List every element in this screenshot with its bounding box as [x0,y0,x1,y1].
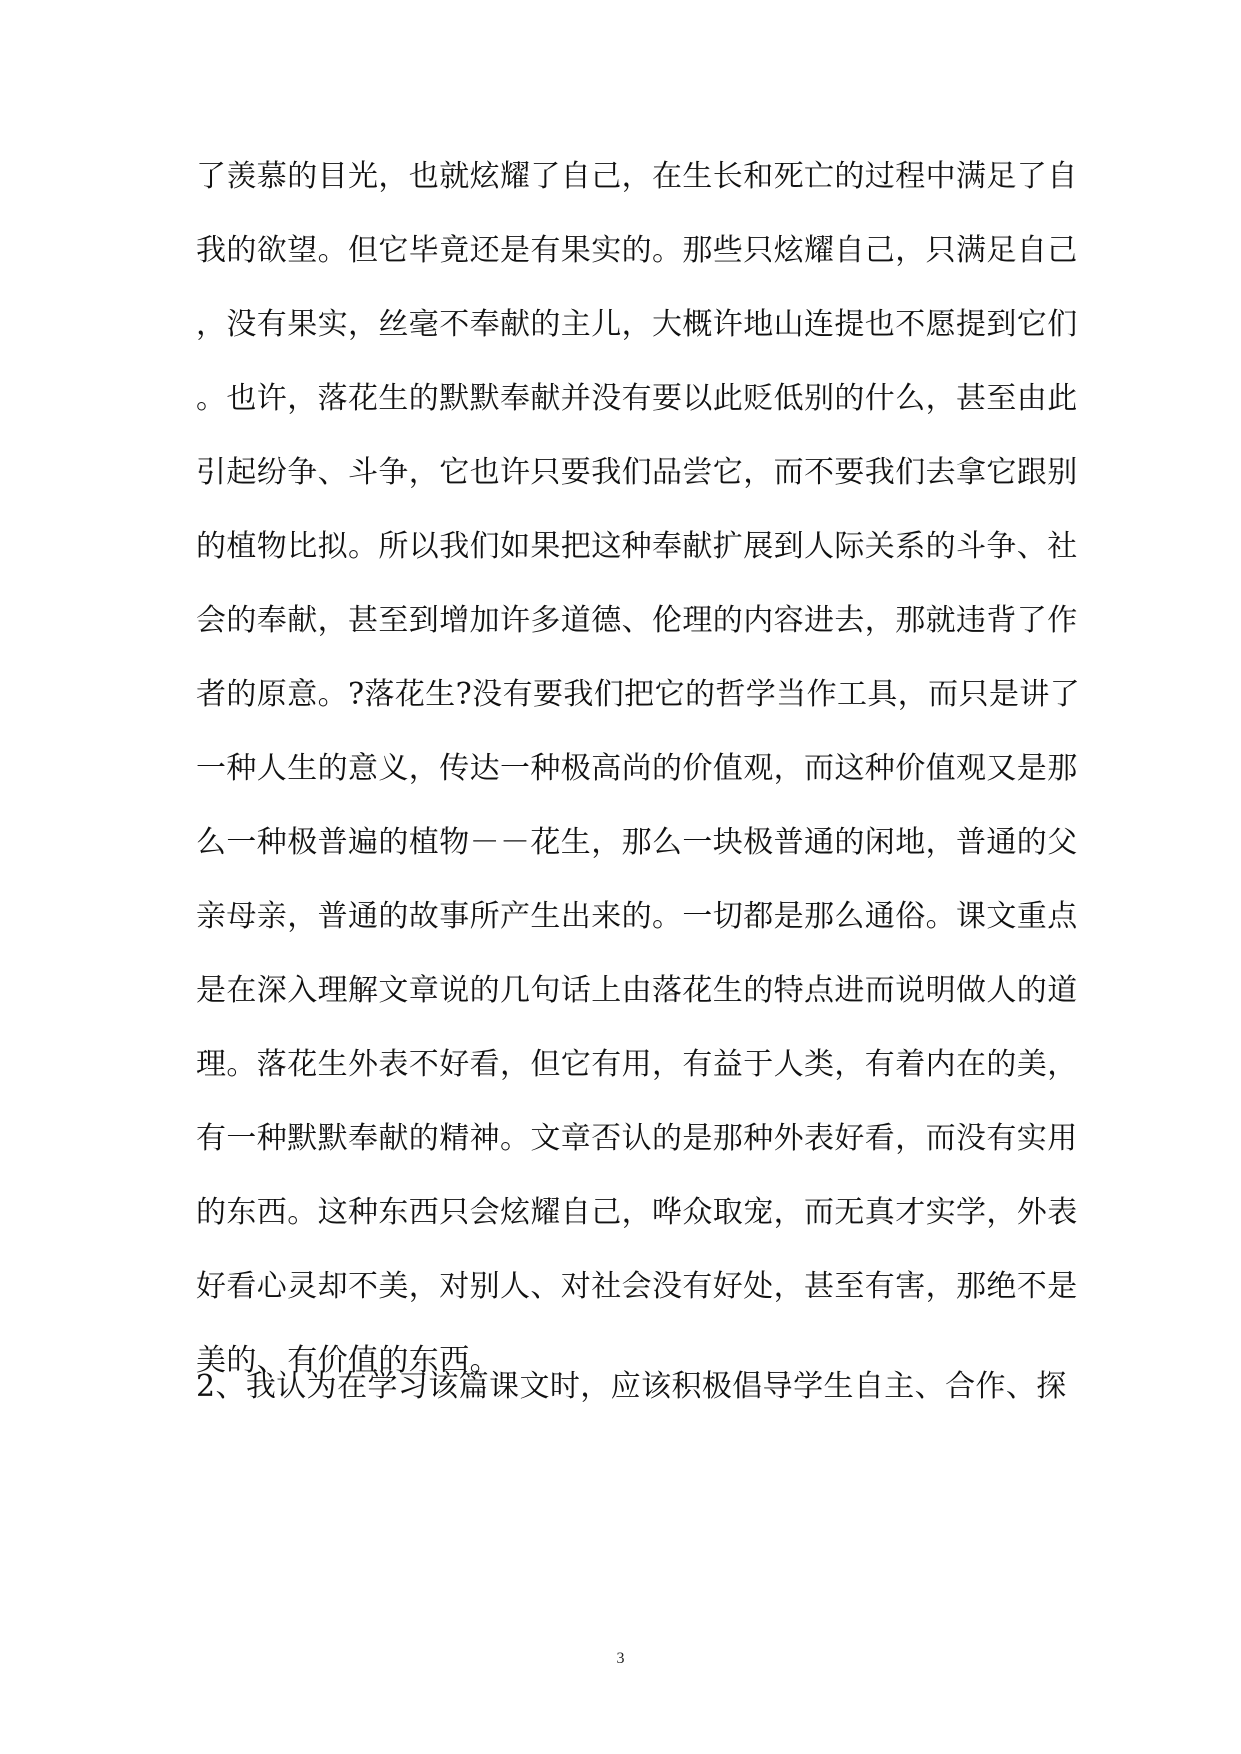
paragraph-line: 会的奉献，甚至到增加许多道德、伦理的内容进去，那就违背了作 [196,603,1078,638]
paragraph-line: 我的欲望。但它毕竟还是有果实的。那些只炫耀自己，只满足自己 [196,233,1078,268]
paragraph-line: 者的原意。?落花生?没有要我们把它的哲学当作工具，而只是讲了 [196,677,1081,712]
paragraph-line: 美的、有价值的东西。 [196,1343,500,1378]
body-paragraph [196,140,1081,1398]
paragraph-line: 有一种默默奉献的精神。文章否认的是那种外表好看，而没有实用 [196,1121,1078,1156]
numbered-item-line: 2、我认为在学习该篇课文时，应该积极倡导学生自主、合作、探 [196,1369,1067,1404]
page-number: 3 [616,1650,625,1667]
paragraph-line: 。也许，落花生的默默奉献并没有要以此贬低别的什么，甚至由此 [196,381,1078,416]
paragraph-line: ，没有果实，丝毫不奉献的主儿，大概许地山连提也不愿提到它们 [196,307,1078,342]
paragraph-line: 好看心灵却不美，对别人、对社会没有好处，甚至有害，那绝不是 [196,1269,1078,1304]
paragraph-line: 么一种极普遍的植物－－花生，那么一块极普通的闲地，普通的父 [196,825,1078,860]
paragraph-line: 了羡慕的目光，也就炫耀了自己，在生长和死亡的过程中满足了自 [196,159,1078,194]
paragraph-line: 亲母亲，普通的故事所产生出来的。一切都是那么通俗。课文重点 [196,899,1078,934]
paragraph-line: 引起纷争、斗争，它也许只要我们品尝它，而不要我们去拿它跟别 [196,455,1078,490]
paragraph-line: 理。落花生外表不好看，但它有用，有益于人类，有着内在的美， [196,1047,1078,1082]
paragraph-line: 是在深入理解文章说的几句话上由落花生的特点进而说明做人的道 [196,973,1078,1008]
paragraph-line: 一种人生的意义，传达一种极高尚的价值观，而这种价值观又是那 [196,751,1078,786]
paragraph-line: 的植物比拟。所以我们如果把这种奉献扩展到人际关系的斗争、社 [196,529,1078,564]
numbered-item [196,1350,1067,1424]
paragraph-line: 的东西。这种东西只会炫耀自己，哗众取宠，而无真才实学，外表 [196,1195,1078,1230]
